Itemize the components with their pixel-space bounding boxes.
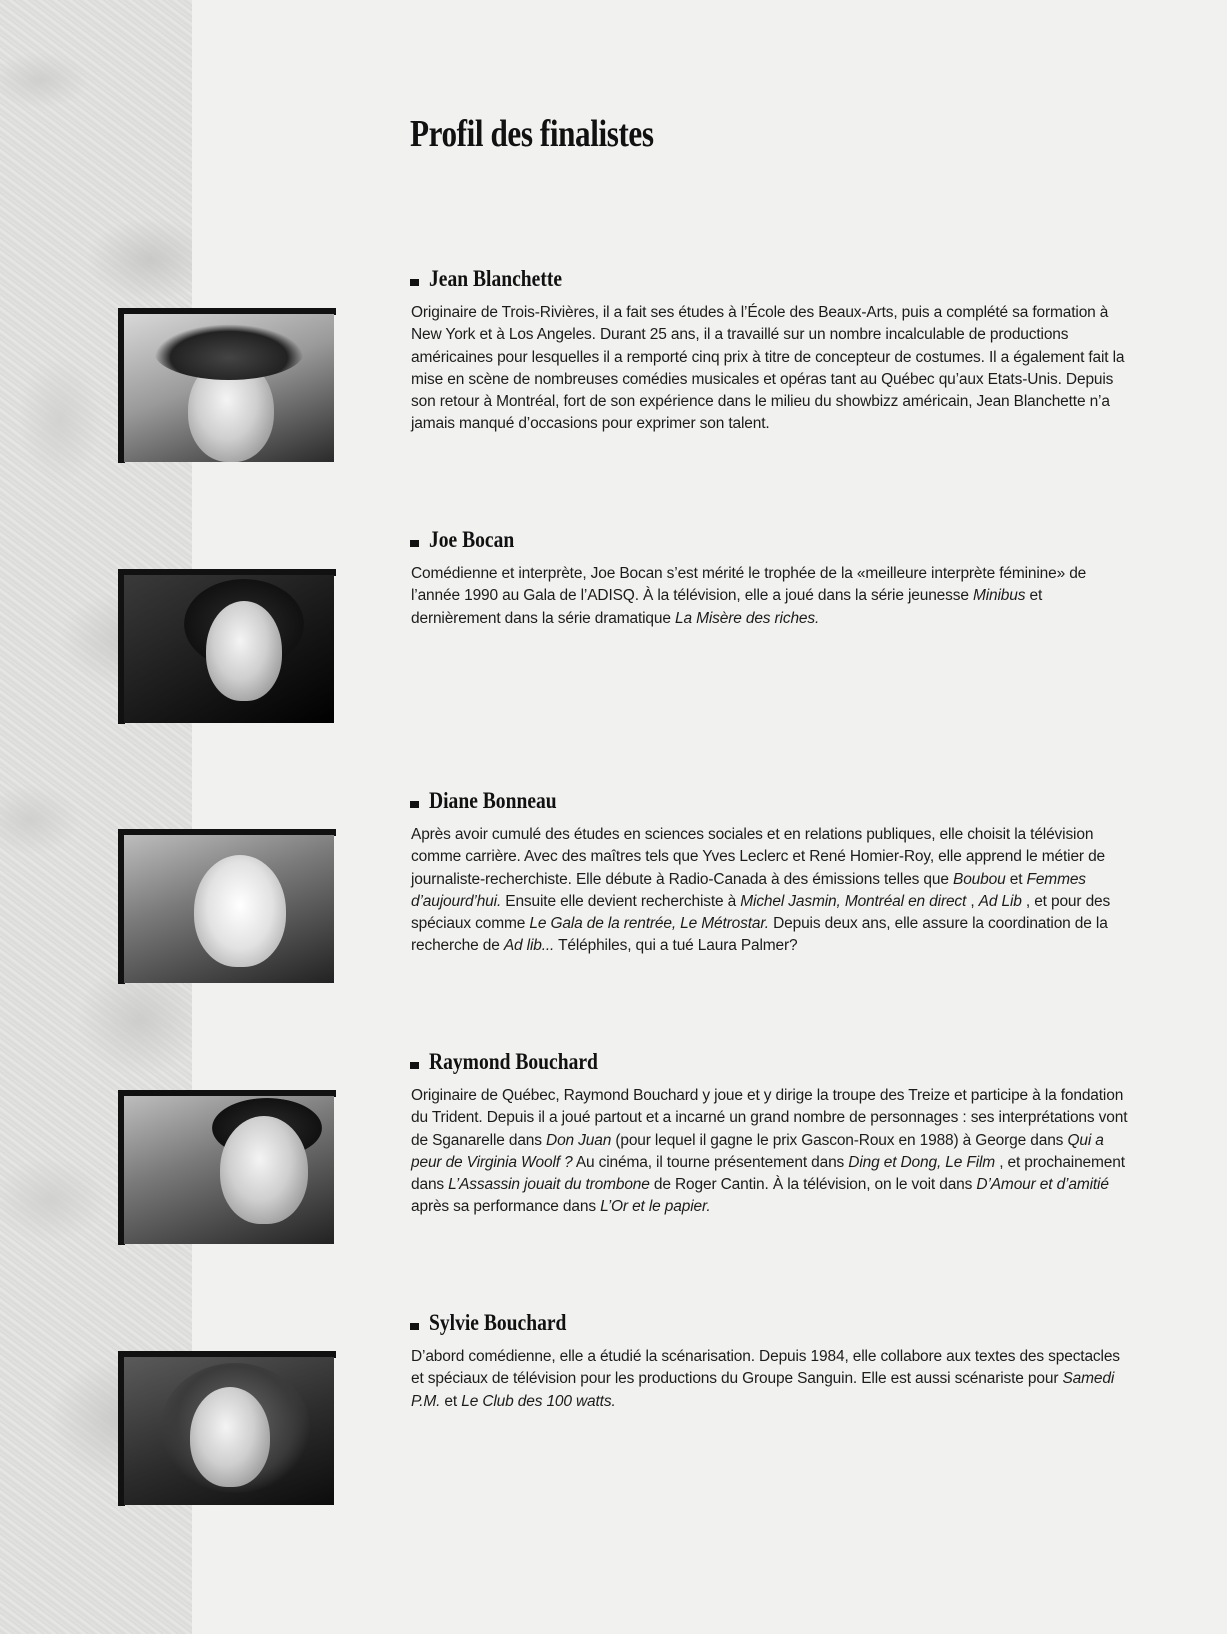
bio-italic-title: La Misère des riches. (674, 609, 820, 627)
bio-text: et (440, 1392, 462, 1410)
finalist-heading (410, 1049, 628, 1075)
bio-italic-title: Michel Jasmin, Montréal en direct (740, 892, 967, 910)
bio-text: Depuis deux ans, elle assure la coordination de la recherche de (411, 915, 1108, 955)
bio-italic-title: Ding et Dong, Le Film (848, 1153, 996, 1171)
bio-text: Ensuite elle devient recherchiste à (501, 892, 741, 910)
bio-italic-title: Don Juan (546, 1131, 612, 1149)
bio-text: Comédienne et interprète, Joe Bocan s’est mérité le trophée de la «meilleure interprète féminine» de l’année 1990 au Gala de l’ADISQ. À la télévision, elle a joué dans la série jeunesse (411, 565, 1087, 605)
finalist-bio (411, 1085, 1131, 1219)
bio-italic-title: Le Gala de la rentrée, Le Métrostar. (529, 915, 769, 933)
bio-text: , et pour des spéciaux comme (411, 892, 1111, 933)
bio-text: et dernièrement dans la série dramatique (411, 587, 1043, 627)
bio-text: Originaire de Trois-Rivières, il a fait ses études à l’École des Beaux-Arts, puis a complété sa formation à New York et à Los Angeles. Durant 25 ans, il a travaillé sur un nombre incalculable de productions américaines pour lesquelles il a remporté cinq prix à titre de concepteur de costumes. Il a également fait la mise en scène de nombreuses comédies musicales et opéras tant au Québec qu’aux Etats-Unis. Depuis son retour à Montréal, fort de son expérience dans le milieu du showbizz américain, Jean Blanchette n’a jamais manqué d’occasions pour exprimer son talent. (411, 304, 1125, 433)
bio-text: , (966, 892, 979, 910)
portrait-photo (124, 575, 334, 723)
finalist-heading (410, 266, 586, 292)
bio-italic-title: D’Amour et d’amitié (976, 1176, 1109, 1194)
finalist-name: Diane Bonneau (429, 788, 557, 813)
bio-text: , et prochainement dans (411, 1153, 1125, 1194)
bio-italic-title: Minibus (972, 587, 1026, 605)
bio-italic-title: Ad Lib (978, 892, 1022, 910)
bio-italic-title: Boubou (953, 870, 1006, 888)
finalist-name: Joe Bocan (429, 527, 515, 552)
bio-text: de Roger Cantin. À la télévision, on le voit dans (649, 1176, 977, 1194)
bio-italic-title: Samedi P.M. (411, 1370, 1115, 1410)
finalist-heading (410, 527, 529, 553)
bio-italic-title: L’Assassin jouait du trombone (448, 1176, 650, 1194)
finalist-name: Jean Blanchette (429, 266, 563, 291)
bio-text: après sa performance dans (411, 1198, 601, 1216)
portrait-photo (124, 835, 334, 983)
finalist-heading (410, 1310, 591, 1336)
bio-italic-title: L’Or et le papier. (600, 1198, 711, 1216)
bio-text: et (1005, 870, 1027, 888)
finalist-bio (411, 1346, 1131, 1413)
bio-italic-title: Le Club des 100 watts. (461, 1392, 616, 1410)
finalist-bio (411, 824, 1131, 958)
square-bullet-icon (410, 1062, 419, 1069)
bio-text: (pour lequel il gagne le prix Gascon-Roux en 1988) à George dans (611, 1131, 1068, 1149)
bio-text: D’abord comédienne, elle a étudié la scénarisation. Depuis 1984, elle collabore aux textes des spectacles et spéciaux de télévision pour les productions du Groupe Sanguin. Elle est aussi scénariste pour (411, 1348, 1120, 1388)
finalist-bio (411, 302, 1131, 436)
portrait-photo (124, 1357, 334, 1505)
page-title: Profil des finalistes (410, 113, 654, 155)
square-bullet-icon (410, 801, 419, 808)
finalist-name: Sylvie Bouchard (429, 1310, 567, 1335)
finalist-bio (411, 563, 1131, 630)
finalist-heading (410, 788, 579, 814)
square-bullet-icon (410, 540, 419, 547)
finalist-name: Raymond Bouchard (429, 1049, 598, 1074)
bio-text: Originaire de Québec, Raymond Bouchard y joue et y dirige la troupe des Treize et participe à la fondation du Trident. Depuis il a joué partout et a incarné un grand nombre de personnages : ses interprétations vont de Sganarelle dans (411, 1087, 1128, 1149)
bio-text: Après avoir cumulé des études en sciences sociales et en relations publiques, elle choisit la télévision comme carrière. Avec des maîtres tels que Yves Leclerc et René Homier-Roy, elle apprend le métier de journaliste-recherchiste. Elle débute à Radio-Canada à des émissions telles que (411, 826, 1106, 888)
bio-italic-title: Qui a peur de Virginia Woolf ? (411, 1131, 1104, 1171)
portrait-photo (124, 314, 334, 462)
bio-text: Au cinéma, il tourne présentement dans (572, 1153, 849, 1171)
bio-italic-title: Ad lib... (503, 937, 555, 955)
bio-italic-title: Femmes d’aujourd’hui. (411, 870, 1086, 910)
square-bullet-icon (410, 1323, 419, 1330)
bio-text: Téléphiles, qui a tué Laura Palmer? (554, 937, 798, 955)
square-bullet-icon (410, 279, 419, 286)
portrait-photo (124, 1096, 334, 1244)
